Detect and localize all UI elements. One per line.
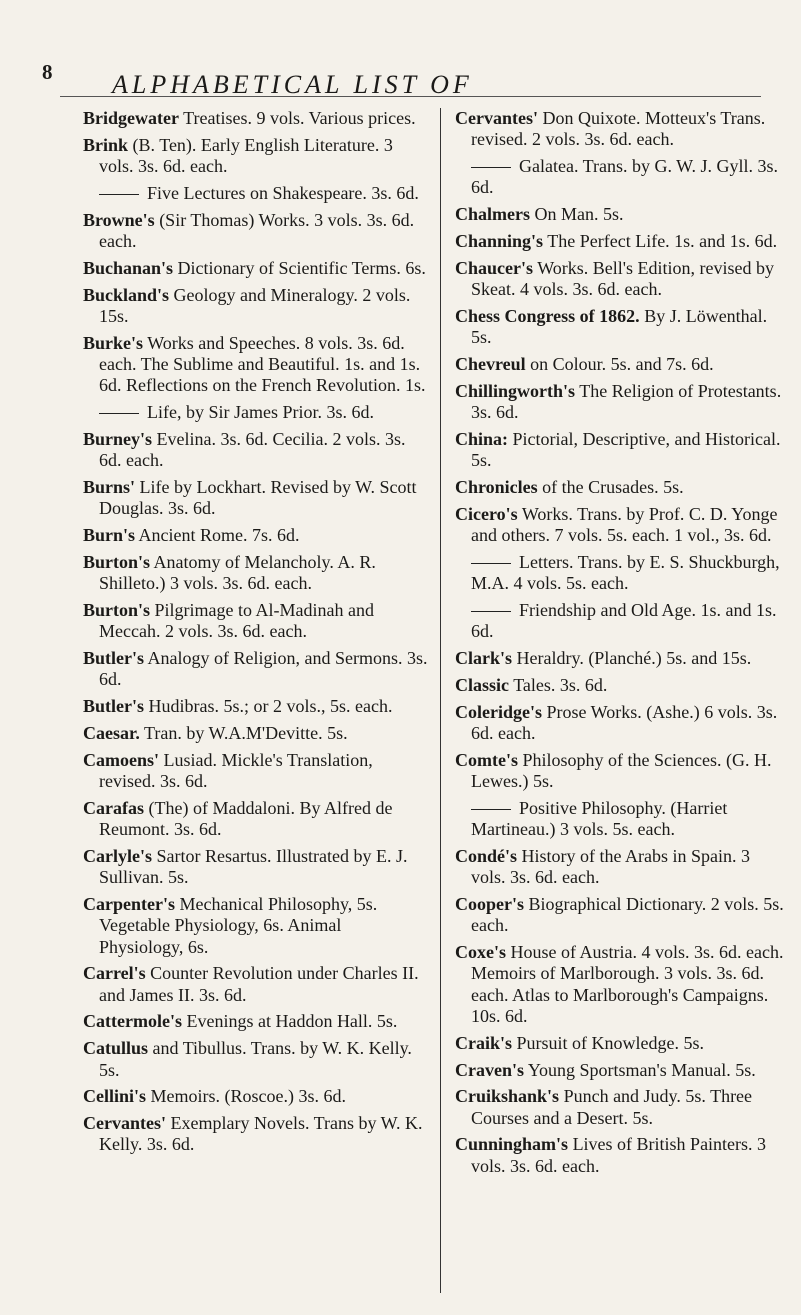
catalog-entry — [83, 183, 428, 204]
entry-text: Lives of British Painters. 3 vols. 3s. 6d. each. — [471, 1134, 767, 1176]
entry-heading: Coleridge's — [455, 701, 542, 722]
entry-heading: Browne's — [83, 209, 155, 230]
right-column — [455, 108, 785, 1183]
catalog-entry — [455, 258, 785, 301]
entry-heading: Butler's — [83, 648, 144, 669]
entry-heading: Carafas — [83, 797, 144, 818]
ditto-dash — [471, 563, 511, 564]
entry-text: Galatea. Trans. by G. W. J. Gyll. 3s. 6d. — [471, 156, 779, 198]
entry-heading: Carrel's — [83, 963, 146, 984]
entry-heading: Coxe's — [455, 942, 506, 963]
catalog-entry — [455, 204, 785, 225]
entry-heading: Cruikshank's — [455, 1086, 560, 1107]
catalog-entry — [83, 846, 428, 889]
entry-text: By J. Löwenthal. 5s. — [471, 305, 768, 348]
catalog-entry — [83, 333, 428, 397]
entry-heading: Chaucer's — [455, 257, 533, 278]
catalog-entry — [83, 477, 428, 520]
catalog-entry — [83, 1011, 428, 1032]
catalog-entry — [83, 429, 428, 472]
entry-text: Five Lectures on Shakespeare. 3s. 6d. — [147, 182, 419, 203]
entry-text: Ancient Rome. 7s. 6d. — [138, 525, 300, 546]
catalog-entry — [83, 552, 428, 595]
page-number: 8 — [42, 60, 53, 84]
entry-text: Works. Trans. by Prof. C. D. Yonge and others. 7 vols. 5s. each. 1 vol., 3s. 6d. — [471, 503, 778, 546]
catalog-entry — [455, 552, 785, 595]
entry-heading: Cicero's — [455, 503, 518, 524]
entry-heading: Camoens' — [83, 749, 159, 770]
left-column — [83, 108, 428, 1161]
entry-heading: Burke's — [83, 332, 144, 353]
catalog-entry — [83, 210, 428, 253]
running-head: ALPHABETICAL LIST OF — [112, 70, 473, 99]
entry-text: Tran. by W.A.M'Devitte. 5s. — [144, 722, 348, 743]
catalog-entry — [83, 285, 428, 328]
entry-text: Analogy of Religion, and Sermons. 3s. 6d. — [99, 648, 428, 690]
ditto-dash — [99, 413, 139, 414]
entry-text: (B. Ten). Early English Literature. 3 vols. 3s. 6d. each. — [99, 134, 393, 177]
header-rule — [60, 96, 761, 97]
entry-text: On Man. 5s. — [534, 204, 624, 225]
entry-heading: Chalmers — [455, 204, 530, 225]
catalog-entry — [83, 258, 428, 279]
catalog-entry — [455, 354, 785, 375]
catalog-entry — [455, 108, 785, 151]
catalog-entry — [83, 963, 428, 1006]
ditto-dash — [471, 809, 511, 810]
column-divider — [440, 108, 441, 1293]
entry-text: Memoirs. (Roscoe.) 3s. 6d. — [150, 1086, 346, 1107]
entry-text: Treatises. 9 vols. Various prices. — [183, 108, 416, 128]
entry-heading: Chronicles — [455, 476, 538, 497]
catalog-entry — [83, 648, 428, 691]
entry-heading: Cervantes' — [455, 108, 538, 128]
entry-heading: Craven's — [455, 1059, 524, 1080]
entry-heading: Cunningham's — [455, 1134, 569, 1155]
entry-text: Friendship and Old Age. 1s. and 1s. 6d. — [471, 599, 777, 642]
catalog-entry — [83, 402, 428, 423]
entry-heading: Chess Congress of 1862. — [455, 305, 640, 326]
entry-text: Young Sportsman's Manual. 5s. — [527, 1059, 756, 1080]
entry-heading: Burn's — [83, 525, 136, 546]
entry-heading: Channing's — [455, 230, 544, 251]
entry-text: History of the Arabs in Spain. 3 vols. 3s. 6d. each. — [471, 845, 750, 888]
catalog-entry — [455, 477, 785, 498]
entry-text: and Tibullus. Trans. by W. K. Kelly. 5s. — [99, 1038, 412, 1080]
entry-text: Mechanical Philosophy, 5s. Vegetable Physiology, 6s. Animal Physiology, 6s. — [99, 894, 378, 957]
catalog-entry — [83, 723, 428, 744]
catalog-entry — [455, 798, 785, 841]
ditto-dash — [471, 167, 511, 168]
entry-text: Anatomy of Melancholy. A. R. Shilleto.) 3 vols. 3s. 6d. each. — [99, 551, 376, 594]
entry-text: Hudibras. 5s.; or 2 vols., 5s. each. — [148, 696, 393, 717]
entry-text: Biographical Dictionary. 2 vols. 5s. each. — [471, 894, 784, 936]
entry-text: Geology and Mineralogy. 2 vols. 15s. — [99, 284, 411, 326]
catalog-entry — [83, 525, 428, 546]
entry-text: Pilgrimage to Al-Madinah and Meccah. 2 vols. 3s. 6d. each. — [99, 599, 374, 642]
entry-heading: Buckland's — [83, 284, 170, 305]
entry-heading: Cooper's — [455, 894, 524, 914]
entry-text: Lusiad. Mickle's Translation, revised. 3s. 6d. — [99, 749, 373, 792]
catalog-entry — [455, 750, 785, 793]
entry-heading: Classic — [455, 674, 509, 695]
entry-text: The Religion of Protestants. 3s. 6d. — [471, 380, 782, 423]
entry-text: Dictionary of Scientific Terms. 6s. — [177, 257, 426, 278]
catalog-entry — [455, 894, 785, 937]
entry-text: Evelina. 3s. 6d. Cecilia. 2 vols. 3s. 6d. each. — [99, 428, 406, 471]
catalog-entry — [83, 1038, 428, 1081]
entry-text: Pursuit of Knowledge. 5s. — [516, 1032, 705, 1053]
catalog-entry — [83, 1086, 428, 1107]
entry-text: Tales. 3s. 6d. — [513, 674, 608, 695]
catalog-entry — [83, 798, 428, 841]
catalog-entry — [455, 231, 785, 252]
entry-text: The Perfect Life. 1s. and 1s. 6d. — [547, 230, 778, 251]
entry-heading: Buchanan's — [83, 257, 174, 278]
entry-heading: Cellini's — [83, 1086, 147, 1107]
catalog-entry — [455, 1033, 785, 1054]
catalog-entry — [455, 504, 785, 547]
entry-text: Works and Speeches. 8 vols. 3s. 6d. each. The Sublime and Beautiful. 1s. and 1s. 6d. Reflections on the French Revolution. 1s. — [99, 332, 426, 396]
entry-text: Life, by Sir James Prior. 3s. 6d. — [147, 402, 374, 423]
catalog-entry — [455, 942, 785, 1027]
entry-heading: Bridgewater — [83, 108, 179, 128]
catalog-entry — [455, 1060, 785, 1081]
catalog-entry — [83, 1113, 428, 1156]
entry-text: Punch and Judy. 5s. Three Courses and a Desert. 5s. — [471, 1086, 753, 1128]
entry-text: Don Quixote. Motteux's Trans. revised. 2 vols. 3s. 6d. each. — [471, 108, 766, 150]
catalog-entry — [455, 600, 785, 643]
entry-heading: Carlyle's — [83, 845, 152, 866]
catalog-entry — [455, 429, 785, 472]
entry-heading: Chevreul — [455, 353, 526, 374]
entry-heading: Comte's — [455, 749, 518, 770]
catalog-entry — [83, 696, 428, 717]
ditto-dash — [471, 611, 511, 612]
entry-text: Life by Lockhart. Revised by W. Scott Douglas. 3s. 6d. — [99, 476, 417, 519]
entry-text: of the Crusades. 5s. — [542, 476, 684, 497]
entry-text: on Colour. 5s. and 7s. 6d. — [530, 353, 714, 374]
entry-heading: Burton's — [83, 599, 151, 620]
entry-heading: Caesar. — [83, 722, 140, 743]
entry-heading: Cattermole's — [83, 1011, 182, 1032]
entry-heading: Carpenter's — [83, 894, 175, 914]
entry-heading: Burton's — [83, 551, 151, 572]
catalog-entry — [455, 846, 785, 889]
catalog-entry — [83, 894, 428, 958]
catalog-entry — [83, 600, 428, 643]
entry-heading: Burney's — [83, 428, 153, 449]
entry-text: Letters. Trans. by E. S. Shuckburgh, M.A. 4 vols. 5s. each. — [471, 551, 780, 594]
entry-heading: Craik's — [455, 1032, 513, 1053]
entry-text: (Sir Thomas) Works. 3 vols. 3s. 6d. each. — [99, 209, 415, 251]
catalog-entry — [455, 702, 785, 745]
entry-text: Works. Bell's Edition, revised by Skeat. 4 vols. 3s. 6d. each. — [471, 257, 774, 300]
ditto-dash — [99, 194, 139, 195]
catalog-entry — [455, 381, 785, 424]
entry-heading: Cervantes' — [83, 1113, 166, 1134]
catalog-entry — [83, 750, 428, 793]
entry-text: Exemplary Novels. Trans by W. K. Kelly. 3s. 6d. — [99, 1113, 423, 1155]
catalog-entry — [455, 1134, 785, 1177]
catalog-entry — [83, 135, 428, 178]
catalog-entry — [455, 306, 785, 349]
entry-heading: China: — [455, 428, 509, 449]
entry-heading: Brink — [83, 134, 129, 155]
entry-text: Prose Works. (Ashe.) 6 vols. 3s. 6d. each. — [471, 701, 778, 743]
entry-text: Pictorial, Descriptive, and Historical. 5s. — [471, 428, 781, 471]
entry-text: (The) of Maddaloni. By Alfred de Reumont. 3s. 6d. — [99, 797, 393, 840]
catalog-entry — [455, 1086, 785, 1129]
entry-text: House of Austria. 4 vols. 3s. 6d. each. Memoirs of Marlborough. 3 vols. 3s. 6d. each. Atlas to Marlborough's Campaigns. 10s. 6d. — [471, 942, 784, 1026]
catalog-entry — [455, 675, 785, 696]
entry-heading: Chillingworth's — [455, 380, 576, 401]
entry-text: Counter Revolution under Charles II. and James II. 3s. 6d. — [99, 963, 419, 1005]
entry-heading: Butler's — [83, 696, 144, 717]
entry-text: Sartor Resartus. Illustrated by E. J. Sullivan. 5s. — [99, 845, 408, 888]
catalog-entry — [83, 108, 428, 129]
entry-text: Heraldry. (Planché.) 5s. and 15s. — [516, 648, 752, 669]
catalog-entry — [455, 648, 785, 669]
entry-heading: Clark's — [455, 648, 513, 669]
entry-text: Philosophy of the Sciences. (G. H. Lewes.) 5s. — [471, 749, 772, 792]
entry-heading: Burns' — [83, 476, 136, 497]
catalog-entry — [455, 156, 785, 199]
entry-text: Positive Philosophy. (Harriet Martineau.) 3 vols. 5s. each. — [471, 797, 728, 840]
entry-text: Evenings at Haddon Hall. 5s. — [186, 1011, 398, 1032]
entry-heading: Condé's — [455, 845, 518, 866]
entry-heading: Catullus — [83, 1038, 149, 1059]
